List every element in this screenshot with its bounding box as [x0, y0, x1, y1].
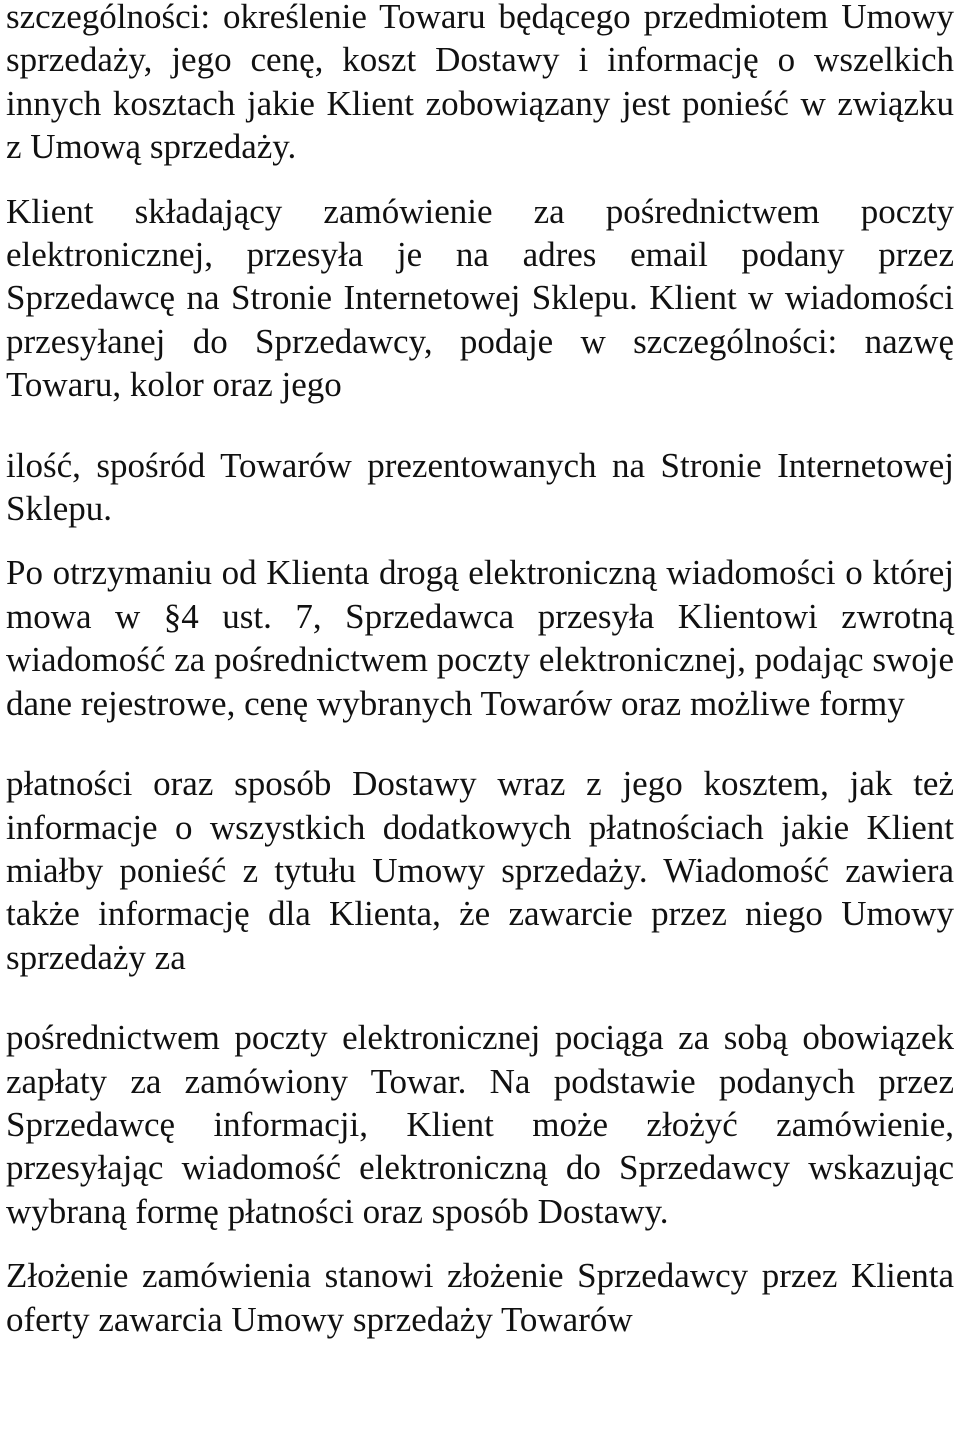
paragraph-4: Po otrzymaniu od Klienta drogą elektroniczną wiadomości o której mowa w §4 ust. 7, Sprzedawca przesyła Klientowi zwrotną wiadomość za pośrednictwem poczty elektronicznej, podając swoje dane rejestrowe, cenę wybranych Towarów oraz możliwe formy	[6, 553, 954, 723]
paragraph-6: pośrednictwem poczty elektronicznej pociąga za sobą obowiązek zapłaty za zamówiony Towar. Na podstawie podanych przez Sprzedawcę informacji, Klient może złożyć zamówienie, przesyłając wiadomość elektroniczną do Sprzedawcy wskazując wybraną formę płatności oraz sposób Dostawy.	[6, 1018, 954, 1231]
paragraph-2: Klient składający zamówienie za pośrednictwem poczty elektronicznej, przesyła je na adres email podany przez Sprzedawcę na Stronie Internetowej Sklepu. Klient w wiadomości przesyłanej do Sprzedawcy, podaje w szczególności: nazwę Towaru, kolor oraz jego	[6, 191, 954, 405]
document-page	[6, 0, 954, 1341]
paragraph-3: ilość, spośród Towarów prezentowanych na Stronie Internetowej Sklepu.	[6, 445, 954, 529]
paragraph-5: płatności oraz sposób Dostawy wraz z jego kosztem, jak też informacje o wszystkich dodatkowych płatnościach jakie Klient miałby ponieść z tytułu Umowy sprzedaży. Wiadomość zawiera także informację dla Klienta, że zawarcie przez niego Umowy sprzedaży za	[6, 764, 954, 977]
paragraph-1: szczególności: określenie Towaru będącego przedmiotem Umowy sprzedaży, jego cenę, koszt Dostawy i informację o wszelkich innych kosztach jakie Klient zobowiązany jest ponieść w związku z Umową sprzedaży.	[6, 0, 954, 167]
paragraph-7: Złożenie zamówienia stanowi złożenie Sprzedawcy przez Klienta oferty zawarcia Umowy sprzedaży Towarów	[6, 1256, 954, 1339]
